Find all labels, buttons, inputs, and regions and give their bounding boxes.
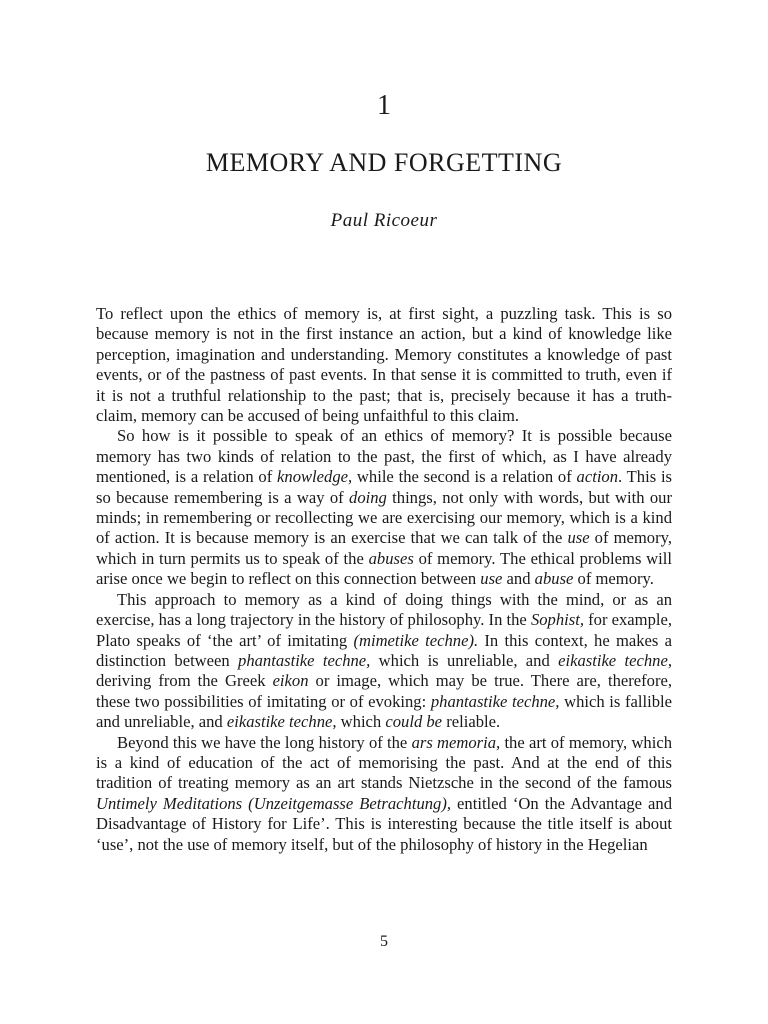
italic-run: eikastike techne, — [226, 712, 337, 732]
text-run: In this context, he makes a distinction between — [96, 630, 672, 670]
text-run: and — [502, 569, 535, 589]
italic-run: knowledge, — [277, 467, 353, 487]
italic-run: Untimely Meditations (Unzeitgemasse Betrachtung), — [96, 793, 452, 813]
text-run: which — [336, 712, 386, 732]
chapter-number: 1 — [377, 90, 391, 121]
paragraph-1 — [96, 304, 672, 426]
italic-run: eikon — [272, 671, 309, 691]
text-run: of memory. — [573, 569, 654, 589]
paragraph-4 — [96, 733, 672, 855]
italic-run: use — [567, 528, 590, 548]
text-run: of memory. The ethical problems will arise once we begin to reflect on this connection between — [96, 548, 672, 589]
text-run: which is unreliable, and — [370, 650, 559, 670]
text-run: the art of memory, which is a kind of education of the act of memorising the past. And at the end of this tradition of treating memory as an art stands Nietzsche in the second of the famous — [96, 732, 672, 793]
italic-run: (mimetike techne). — [353, 630, 479, 650]
text-run: entitled ‘On the Advantage and Disadvantage of History for Life’. This is interesting because the title itself is about ‘use’, not the use of memory itself, but of the philosophy of history in the Hegelian — [96, 793, 672, 854]
text-run: . This is so because remembering is a way of — [96, 467, 673, 507]
italic-run: abuses — [368, 548, 414, 568]
paragraph-3 — [96, 590, 672, 733]
text-run: Beyond this we have the long history of the — [117, 732, 412, 752]
chapter-title: MEMORY AND FORGETTING — [205, 148, 563, 177]
chapter-author: Paul Ricoeur — [330, 210, 438, 231]
text-run: which is fallible and unreliable, and — [96, 691, 672, 732]
italic-run: phantastike techne, — [430, 691, 560, 711]
italic-run: doing — [349, 487, 387, 507]
italic-run: eikastike techne, — [558, 650, 672, 670]
text-run: So how is it possible to speak of an ethics of memory? It is possible because memory has two kinds of relation to the past, the first of which, as I have already mentioned, is a relation of — [96, 426, 672, 487]
text-run: for example, Plato speaks of ‘the art’ of imitating — [96, 610, 672, 650]
body-text — [96, 304, 672, 855]
text-run: of memory, which in turn permits us to speak of the — [96, 528, 672, 568]
text-run: things, not only with words, but with our minds; in remembering or recollecting we are exercising our memory, which is a kind of action. It is because memory is an exercise that we can talk of the — [96, 487, 672, 548]
page-number: 5 — [380, 933, 388, 950]
italic-run: phantastike techne, — [238, 650, 371, 670]
text-run: or image, which may be true. There are, therefore, these two possibilities of imitating or of evoking: — [96, 671, 672, 711]
paragraph-2 — [96, 426, 672, 589]
text-run: reliable. — [442, 712, 501, 732]
italic-run: Sophist, — [530, 610, 584, 630]
italic-run: ars memoria, — [411, 732, 501, 752]
italic-run: abuse — [534, 569, 574, 589]
italic-run: could be — [385, 712, 443, 732]
italic-run: action — [576, 467, 619, 487]
italic-run: use — [480, 569, 503, 589]
text-run: deriving from the Greek — [96, 671, 273, 691]
text-run: To reflect upon the ethics of memory is, at first sight, a puzzling task. This is so because memory is not in the first instance an action, but a kind of knowledge like perception, imagination and understanding. Memory constitutes a knowledge of past events, or of the pastness of past events. In that sense it is committed to truth, even if it is not a truthful relationship to the past; that is, precisely because it has a truth-claim, memory can be accused of being unfaithful to this claim. — [96, 304, 672, 426]
text-run: This approach to memory as a kind of doing things with the mind, or as an exercise, has a long trajectory in the history of philosophy. In the — [96, 589, 672, 630]
text-run: while the second is a relation of — [352, 467, 577, 487]
